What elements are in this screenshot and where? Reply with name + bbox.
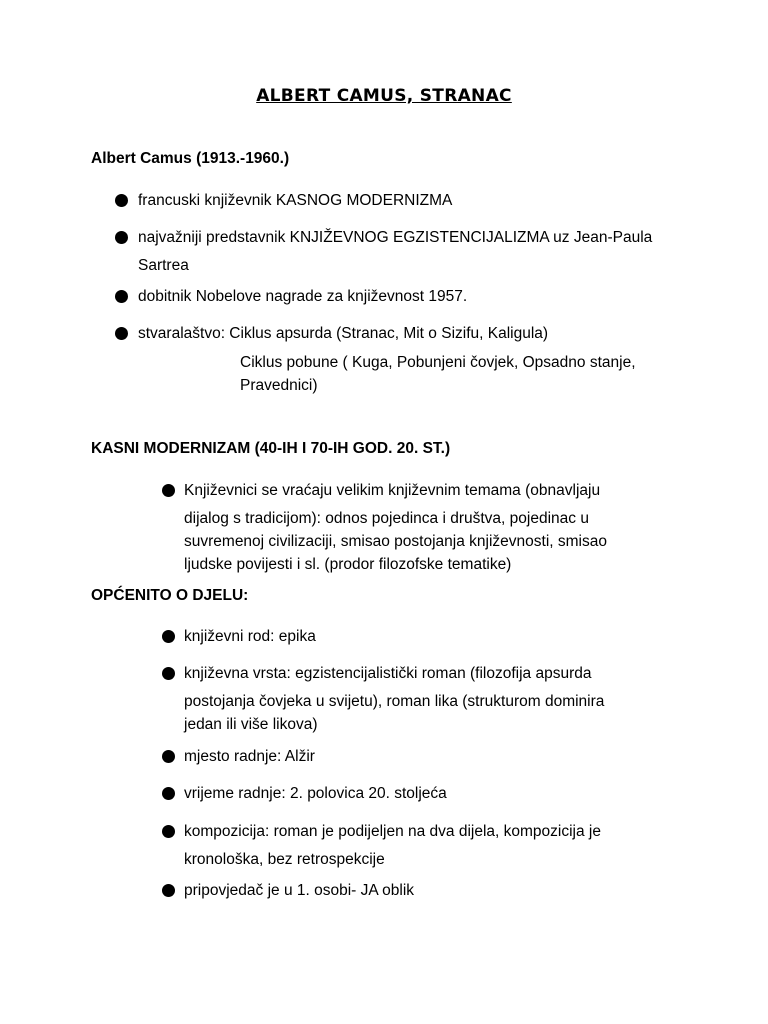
list-item — [162, 479, 662, 576]
author-heading: Albert Camus (1913.-1960.) — [91, 150, 290, 167]
modernism-heading: KASNI MODERNIZAM (40-IH I 70-IH GOD. 20. ST.) — [91, 440, 451, 457]
list-item — [162, 625, 662, 648]
bullet-icon — [115, 327, 128, 340]
document-title: ALBERT CAMUS, STRANAC — [256, 86, 512, 106]
list-item-text: postojanja čovjeka u svijetu), roman lika (strukturom dominira — [184, 693, 605, 710]
bullet-icon — [162, 825, 175, 838]
list-item — [162, 782, 662, 805]
bullet-icon — [162, 630, 175, 643]
list-item-text: Književnici se vraćaju velikim književnim temama (obnavljaju — [184, 482, 601, 499]
list-item-text: vrijeme radnje: 2. polovica 20. stoljeća — [184, 785, 447, 802]
list-item-text: francuski književnik KASNOG MODERNIZMA — [138, 192, 453, 209]
list-item — [115, 189, 675, 212]
list-item-text: stvaralaštvo: Ciklus apsurda (Stranac, Mit o Sizifu, Kaligula) — [138, 325, 549, 342]
list-item-text: dobitnik Nobelove nagrade za književnost 1957. — [138, 288, 468, 305]
list-item — [115, 226, 675, 277]
list-item-text: dijalog s tradicijom): odnos pojedinca i društva, pojedinac u — [184, 510, 589, 527]
cycle-rebellion-text: Ciklus pobune ( Kuga, Pobunjeni čovjek, Opsadno stanje, — [240, 354, 636, 371]
list-item-text: jedan ili više likova) — [184, 716, 318, 733]
list-item-text: ljudske povijesti i sl. (prodor filozofske tematike) — [184, 556, 512, 573]
bullet-icon — [162, 484, 175, 497]
list-item-text: Sartrea — [138, 257, 189, 274]
list-item — [162, 879, 662, 902]
cycle-rebellion — [240, 351, 680, 397]
list-item-text: pripovjedač je u 1. osobi- JA oblik — [184, 882, 415, 899]
list-item — [162, 745, 662, 768]
list-item-text: najvažniji predstavnik KNJIŽEVNOG EGZISTENCIJALIZMA uz Jean-Paula — [138, 229, 653, 246]
list-item — [162, 820, 662, 871]
list-item-text: mjesto radnje: Alžir — [184, 748, 315, 765]
bullet-icon — [162, 750, 175, 763]
list-item — [115, 285, 675, 308]
list-item — [162, 662, 662, 736]
cycle-rebellion-text: Pravednici) — [240, 377, 318, 394]
list-item-text: književni rod: epika — [184, 628, 316, 645]
bullet-icon — [162, 884, 175, 897]
list-item-text: kronološka, bez retrospekcije — [184, 851, 385, 868]
list-item-text: književna vrsta: egzistencijalistički roman (filozofija apsurda — [184, 665, 592, 682]
bullet-icon — [115, 231, 128, 244]
bullet-icon — [162, 787, 175, 800]
bullet-icon — [162, 667, 175, 680]
list-item-text: kompozicija: roman je podijeljen na dva dijela, kompozicija je — [184, 823, 601, 840]
work-heading: OPĆENITO O DJELU: — [91, 587, 249, 604]
bullet-icon — [115, 194, 128, 207]
list-item-text: suvremenoj civilizaciji, smisao postojanja književnosti, smisao — [184, 533, 607, 550]
bullet-icon — [115, 290, 128, 303]
list-item — [115, 322, 675, 345]
